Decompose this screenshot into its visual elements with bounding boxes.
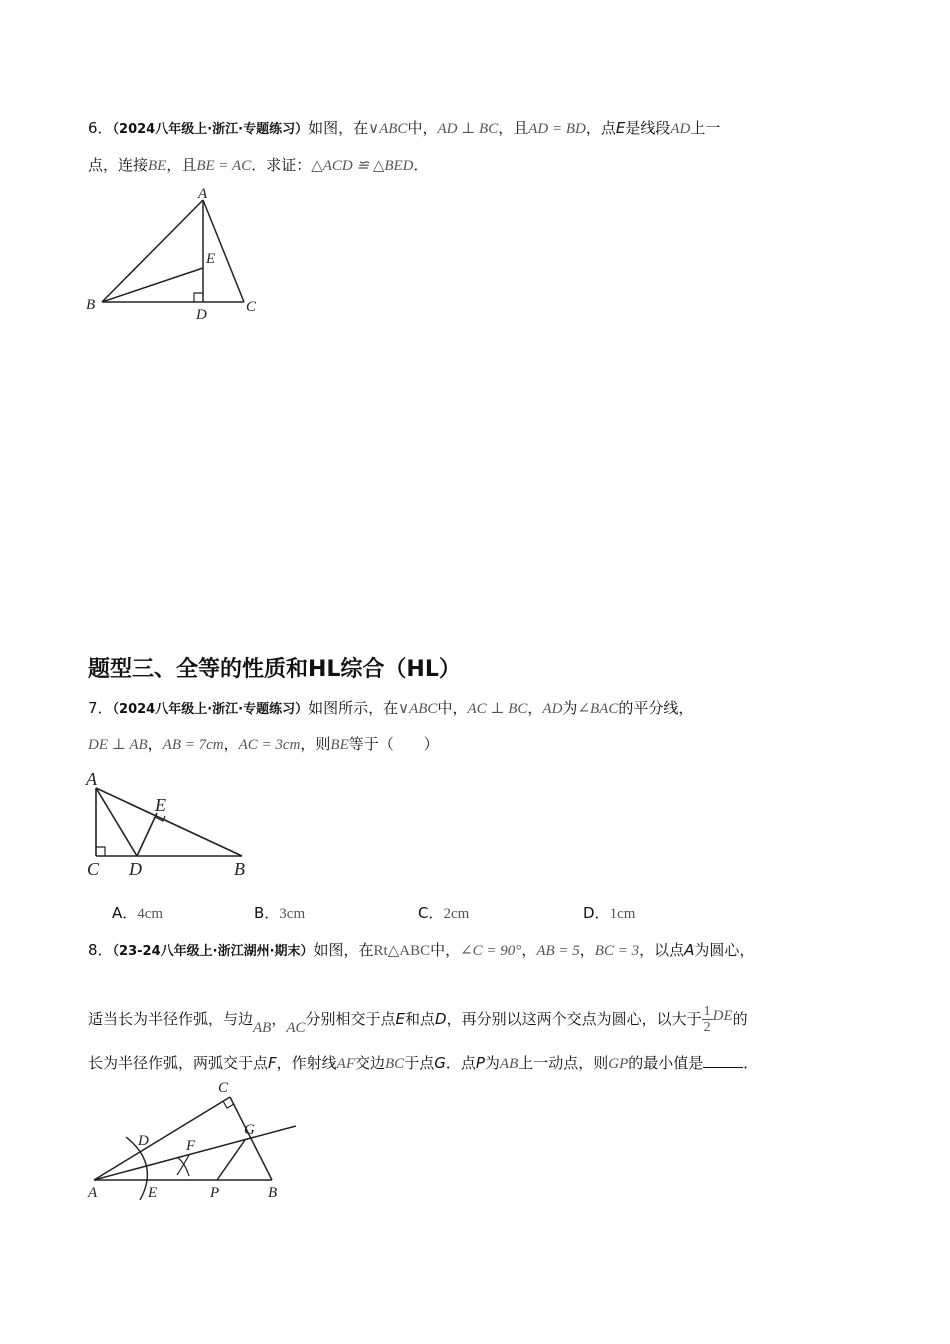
q8-ac: AC — [286, 1020, 306, 1036]
q6-line-1 — [88, 117, 720, 141]
q6-text: 如图，在 — [308, 119, 369, 137]
q8-line-2 — [88, 1004, 748, 1035]
q7-line-2 — [88, 733, 439, 756]
q8-point-e: E — [395, 1010, 406, 1028]
q6-ad-eq-bd: AD = BD — [528, 121, 586, 137]
q6-text: 中， — [407, 119, 438, 137]
q6-figure — [80, 180, 280, 325]
q7-label-b: B — [234, 859, 245, 879]
q8-text: ，再分别以这两个交点为圆心，以大于 — [446, 1010, 702, 1028]
q8-side-ac — [94, 1097, 230, 1180]
q7-text: ， — [223, 735, 239, 753]
q8-text: 长为半径作弧，两弧交于点 — [88, 1054, 269, 1072]
q6-be: BE — [148, 158, 167, 174]
q8-point-a: A — [684, 941, 695, 959]
q6-segment-be — [102, 268, 203, 302]
q6-label-c: C — [246, 299, 257, 315]
q8-point-d: D — [435, 1010, 447, 1028]
option-letter: D． — [583, 904, 610, 922]
q8-text: 于点 — [404, 1054, 435, 1072]
q8-fraction-half — [702, 1004, 713, 1035]
q7-option-c[interactable] — [418, 902, 469, 925]
q8-text: 分别相交于点 — [305, 1010, 396, 1028]
q8-gp: GP — [608, 1056, 629, 1072]
q8-source: （23-24八年级上·浙江湖州·期末） — [112, 944, 314, 959]
q6-congruent: △ACD ≌ △BED — [311, 158, 414, 174]
q8-label-c: C — [218, 1080, 229, 1096]
section-title: 题型三、全等的性质和HL综合（HL） — [88, 657, 461, 682]
q7-option-b[interactable] — [254, 902, 305, 925]
q7-option-d[interactable] — [583, 902, 635, 925]
q8-line-1 — [88, 939, 754, 963]
q6-side-ab — [102, 200, 203, 302]
q6-label-b: B — [86, 297, 96, 313]
q8-text: ，作射线 — [276, 1054, 337, 1072]
q6-label-a: A — [198, 186, 208, 202]
q8-de: DE — [712, 1008, 733, 1024]
q6-text: 点，连接 — [88, 156, 149, 174]
q7-text: 为 — [562, 699, 578, 717]
option-value: 4cm — [137, 906, 164, 922]
q8-text: ， — [579, 941, 595, 959]
option-value: 1cm — [609, 906, 636, 922]
q7-text: ， — [147, 735, 163, 753]
q8-point-f: F — [268, 1054, 277, 1072]
q7-triangle-abc: ∨ABC — [398, 701, 438, 717]
q7-label-c: C — [87, 859, 100, 879]
q8-bc: BC — [385, 1056, 405, 1072]
q8-answer-blank[interactable] — [703, 1053, 743, 1068]
q6-label-e: E — [206, 251, 216, 267]
q8-label-e: E — [148, 1185, 158, 1201]
option-value: 2cm — [443, 906, 470, 922]
option-letter: B． — [254, 904, 280, 922]
q7-de-perp-ab: DE ⊥ AB — [88, 737, 148, 753]
q6-text: ． — [413, 156, 429, 174]
option-value: 3cm — [279, 906, 306, 922]
q7-angle-bac: ∠BAC — [577, 701, 619, 717]
q6-right-angle-mark — [194, 293, 203, 302]
q8-label-b: B — [268, 1185, 278, 1201]
q8-rt-triangle: Rt△ABC — [373, 943, 431, 959]
q8-text: ， — [521, 941, 537, 959]
option-letter: A． — [112, 904, 138, 922]
q8-text: ，以点 — [639, 941, 685, 959]
q8-text: 和点 — [405, 1010, 436, 1028]
q7-text: 的平分线， — [618, 699, 694, 717]
q6-text: 是线段 — [625, 119, 671, 137]
q8-text: 交边 — [355, 1054, 386, 1072]
q8-line-3 — [88, 1052, 758, 1075]
q8-label-d: D — [138, 1133, 149, 1149]
q6-ad: AD — [670, 121, 691, 137]
q8-ab: AB — [253, 1020, 272, 1036]
q7-text: 中， — [437, 699, 468, 717]
q8-ab-5: AB = 5 — [536, 943, 580, 959]
q8-label-a: A — [88, 1185, 98, 1201]
q7-ac-3cm: AC = 3cm — [238, 737, 301, 753]
fraction-numerator: 1 — [703, 1004, 711, 1019]
q7-right-angle-c — [96, 847, 105, 856]
q8-text: ．点 — [445, 1054, 476, 1072]
q6-point-e: E — [615, 119, 626, 137]
q7-number: 7． — [88, 699, 113, 717]
q6-label-d: D — [196, 307, 207, 323]
q7-label-a: A — [86, 769, 97, 789]
q8-label-p: P — [210, 1185, 220, 1201]
q8-text: 中， — [430, 941, 461, 959]
q7-figure — [82, 765, 262, 885]
q8-text: 如图，在 — [313, 941, 374, 959]
option-letter: C． — [418, 904, 444, 922]
q7-perpendicular-de — [137, 813, 157, 856]
q8-text: 为圆心， — [694, 941, 755, 959]
q8-text: 上一动点，则 — [518, 1054, 609, 1072]
q7-text: ，则 — [300, 735, 331, 753]
q6-text: 上一 — [690, 119, 721, 137]
q8-text: 为 — [484, 1054, 500, 1072]
q8-label-f: F — [186, 1138, 196, 1154]
q7-option-a[interactable] — [112, 902, 163, 925]
q6-source: （2024八年级上·浙江·专题练习） — [112, 122, 309, 137]
q7-text: ， — [527, 699, 543, 717]
q7-be: BE — [330, 737, 349, 753]
q7-line-1 — [88, 697, 693, 721]
q7-text: 如图所示，在 — [308, 699, 399, 717]
fraction-denominator: 2 — [703, 1020, 711, 1035]
q7-ab-7cm: AB = 7cm — [162, 737, 224, 753]
q7-label-d: D — [129, 859, 142, 879]
q7-ad: AD — [542, 701, 563, 717]
q8-text: ． — [743, 1054, 759, 1072]
q6-ad-perp-bc: AD ⊥ BC — [437, 121, 499, 137]
q8-text: 的最小值是 — [628, 1054, 704, 1072]
q7-label-e: E — [155, 795, 166, 815]
q8-label-g: G — [244, 1122, 255, 1138]
q6-number: 6． — [88, 119, 113, 137]
q6-line-2 — [88, 154, 429, 177]
q6-text: ，且 — [498, 119, 529, 137]
q8-point-g: G — [434, 1054, 446, 1072]
q6-be-eq-ac: BE = AC — [196, 158, 252, 174]
q8-af: AF — [336, 1056, 355, 1072]
q8-text: 适当长为半径作弧，与边 — [88, 1010, 254, 1028]
q6-triangle-abc: ∨ABC — [368, 121, 408, 137]
q6-text: ．求证： — [251, 156, 312, 174]
q8-bc-3: BC = 3 — [594, 943, 640, 959]
q8-figure — [82, 1080, 312, 1210]
q7-source: （2024八年级上·浙江·专题练习） — [112, 702, 309, 717]
q6-text: ，点 — [585, 119, 616, 137]
q7-ac-perp-bc: AC ⊥ BC — [467, 701, 528, 717]
q8-ab: AB — [499, 1056, 519, 1072]
q8-text: 的 — [732, 1010, 748, 1028]
q6-text: ，且 — [166, 156, 197, 174]
q7-side-ab — [96, 788, 242, 856]
q8-number: 8． — [88, 941, 113, 959]
q8-angle-c: ∠C = 90° — [460, 943, 522, 959]
q7-text: 等于（ ） — [348, 735, 439, 753]
q8-point-p: P — [475, 1054, 485, 1072]
q8-text: ， — [271, 1010, 287, 1028]
